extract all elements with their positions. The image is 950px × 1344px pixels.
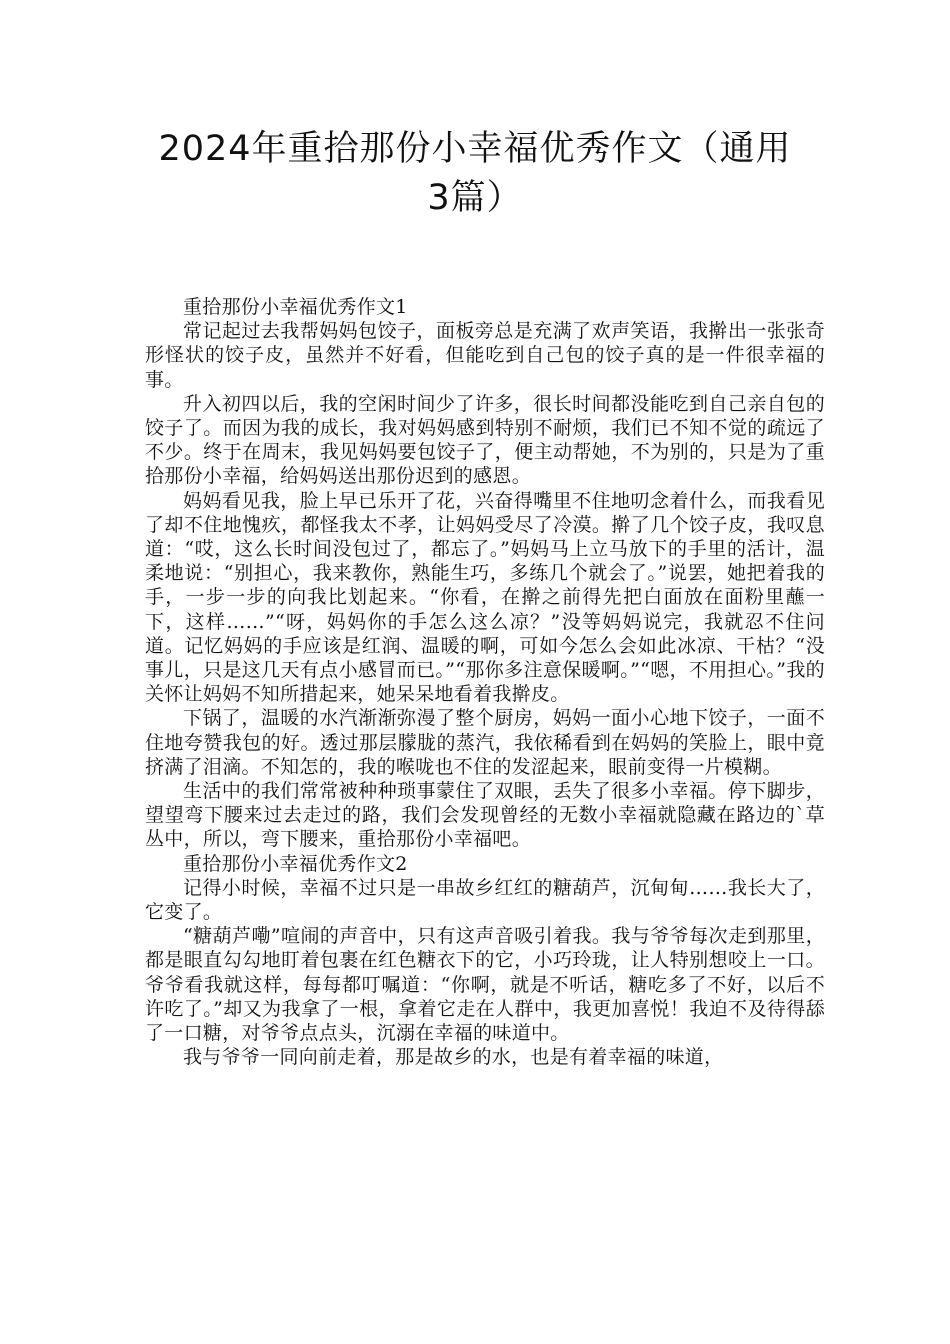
paragraph: 生活中的我们常常被种种琐事蒙住了双眼，丢失了很多小幸福。停下脚步，望望弯下腰来过去走过的路，我们会发现曾经的无数小幸福就隐藏在路边的`草丛中，所以，弯下腰来，重拾那份小幸福吧。	[145, 780, 825, 851]
paragraph: 升入初四以后，我的空闲时间少了许多，很长时间都没能吃到自己亲自包的饺子了。而因为我的成长，我对妈妈感到特别不耐烦，我们已不知不觉的疏远了不少。终于在周末，我见妈妈要包饺子了，便主动帮她，不为别的，只是为了重拾那份小幸福，给妈妈送出那份迟到的感恩。	[145, 392, 825, 488]
document-title	[130, 125, 820, 223]
paragraph: 常记起过去我帮妈妈包饺子，面板旁总是充满了欢声笑语，我擀出一张张奇形怪状的饺子皮，虽然并不好看，但能吃到自己包的饺子真的是一件很幸福的事。	[145, 320, 825, 391]
paragraph: “糖葫芦嘞”喧闹的声音中，只有这声音吸引着我。我与爷爷每次走到那里，都是眼直勾勾地盯着包裹在红色糖衣下的它，小巧玲珑，让人特别想咬上一口。爷爷看我就这样，每每都叮嘱道：“你啊，就是不听话，糖吃多了不好，以后不许吃了。”却又为我拿了一根，拿着它走在人群中，我更加喜悦！我迫不及待得舔了一口糖，对爷爷点点头，沉溺在幸福的味道中。	[145, 925, 825, 1045]
paragraph: 下锅了，温暖的水汽渐渐弥漫了整个厨房，妈妈一面小心地下饺子，一面不住地夸赞我包的好。透过那层朦胧的蒸汽，我依稀看到在妈妈的笑脸上，眼中竟挤满了泪滴。不知怎的，我的喉咙也不住的发涩起来，眼前变得一片模糊。	[145, 707, 825, 778]
paragraph: 我与爷爷一同向前走着，那是故乡的水，也是有着幸福的味道，	[183, 1046, 724, 1069]
document-body	[145, 295, 825, 1070]
title-line-1: 2024年重拾那份小幸福优秀作文（通用	[158, 129, 792, 169]
section-heading-1: 重拾那份小幸福优秀作文1	[183, 296, 408, 318]
section-heading-2: 重拾那份小幸福优秀作文2	[183, 852, 408, 875]
paragraph: 记得小时候，幸福不过只是一串故乡红红的糖葫芦，沉甸甸……我长大了，它变了。	[145, 876, 825, 924]
paragraph: 妈妈看见我，脸上早已乐开了花，兴奋得嘴里不住地叨念着什么，而我看见了却不住地愧疚，都怪我太不孝，让妈妈受尽了冷漠。擀了几个饺子皮，我叹息道：“哎，这么长时间没包过了，都忘了。”妈妈马上立马放下的手里的活计，温柔地说：“别担心，我来教你，熟能生巧，多练几个就会了。”说罢，她把着我的手，一步一步的向我比划起来。“你看，在擀之前得先把白面放在面粉里蘸一下，这样……”“呀，妈妈你的手怎么这么凉？”没等妈妈说完，我就忍不住问道。记忆妈妈的手应该是红润、温暖的啊，可如今怎么会如此冰凉、干枯？“没事儿，只是这几天有点小感冒而已。”“那你多注意保暖啊。”“嗯，不用担心。”我的关怀让妈妈不知所措起来，她呆呆地看着我擀皮。	[145, 489, 825, 706]
title-line-2: 3篇）	[427, 178, 523, 218]
